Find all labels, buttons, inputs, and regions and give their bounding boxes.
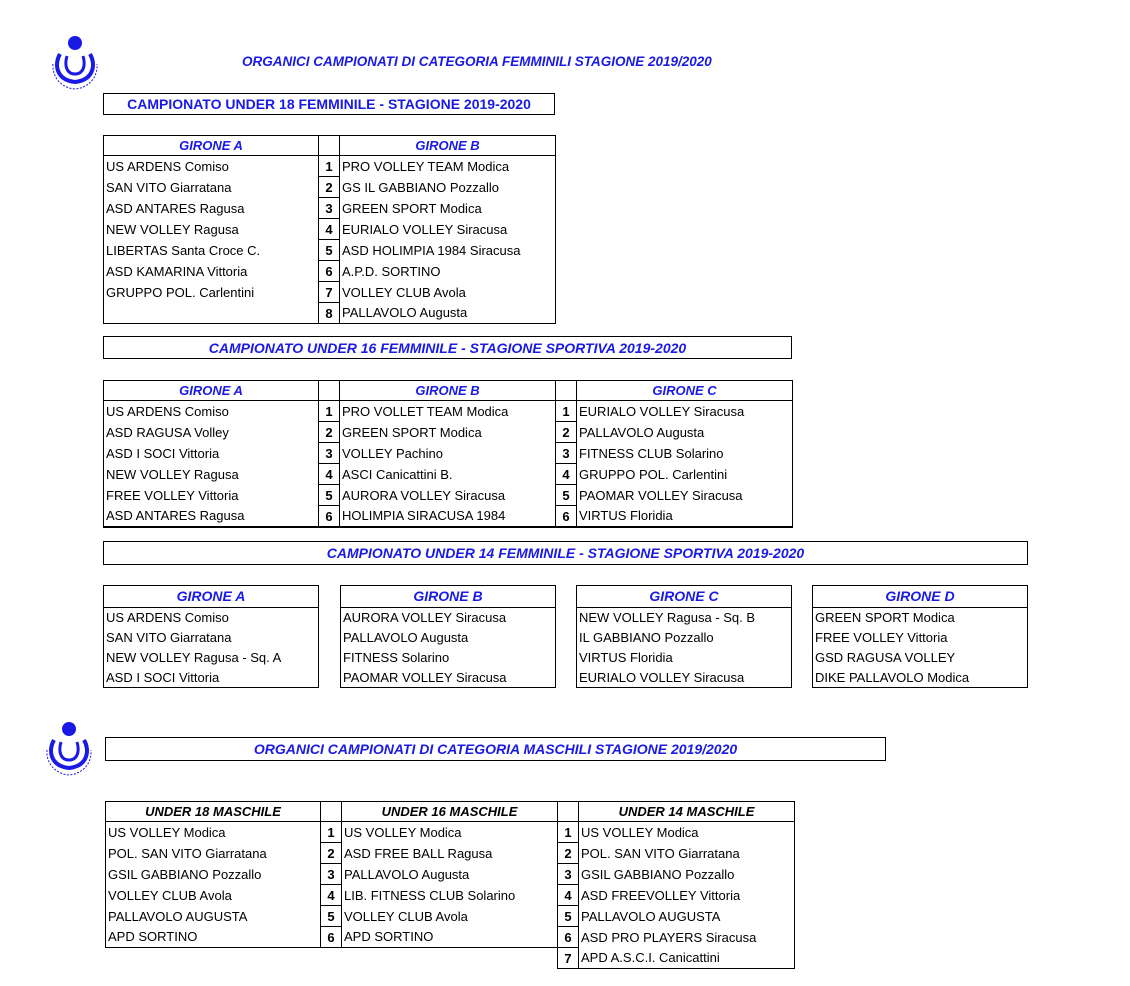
girone-box — [576, 585, 792, 688]
row-number: 2 — [321, 843, 342, 864]
team-cell: ASD I SOCI Vittoria — [104, 443, 319, 464]
row-number: 2 — [558, 843, 579, 864]
team-cell — [342, 948, 558, 969]
team-cell: PAOMAR VOLLEY Siracusa — [577, 485, 793, 506]
row-number: 6 — [319, 261, 340, 282]
row-number: 8 — [319, 303, 340, 324]
row-number: 6 — [556, 506, 577, 528]
girone-header: GIRONE B — [341, 586, 555, 608]
team-cell: PALLAVOLO AUGUSTA — [579, 906, 795, 927]
team-cell: GRUPPO POL. Carlentini — [577, 464, 793, 485]
team-cell: US ARDENS Comiso — [106, 610, 229, 625]
table-row — [104, 240, 556, 261]
team-cell: APD A.S.C.I. Canicattini — [579, 948, 795, 969]
team-cell: NEW VOLLEY Ragusa - Sq. B — [579, 610, 756, 625]
team-cell: GSIL GABBIANO Pozzallo — [106, 864, 321, 885]
category-header: UNDER 16 MASCHILE — [342, 802, 558, 822]
table-row — [106, 927, 795, 948]
girone-header: GIRONE A — [104, 586, 318, 608]
team-cell: EURIALO VOLLEY Siracusa — [579, 670, 745, 685]
table-row — [106, 864, 795, 885]
girone-header: GIRONE B — [340, 381, 556, 401]
team-cell: PAOMAR VOLLEY Siracusa — [343, 670, 507, 685]
team-cell: APD SORTINO — [106, 927, 321, 948]
table-row — [104, 261, 556, 282]
team-cell: US VOLLEY Modica — [579, 822, 795, 843]
table-row — [104, 156, 556, 177]
row-number: 6 — [321, 927, 342, 948]
team-cell: ASD PRO PLAYERS Siracusa — [579, 927, 795, 948]
table-row — [106, 885, 795, 906]
row-number: 4 — [556, 464, 577, 485]
team-cell: US VOLLEY Modica — [106, 822, 321, 843]
row-number: 5 — [321, 906, 342, 927]
girone-box — [340, 585, 556, 688]
team-cell: PRO VOLLET TEAM Modica — [340, 401, 556, 422]
team-cell: EURIALO VOLLEY Siracusa — [577, 401, 793, 422]
team-cell: AURORA VOLLEY Siracusa — [343, 610, 507, 625]
team-cell: VOLLEY Pachino — [340, 443, 556, 464]
team-cell: US ARDENS Comiso — [104, 156, 319, 177]
category-header: UNDER 18 MASCHILE — [106, 802, 321, 822]
team-cell: VIRTUS Floridia — [577, 506, 793, 528]
team-cell — [106, 948, 321, 969]
row-number: 1 — [319, 156, 340, 177]
table-row — [104, 177, 556, 198]
team-cell: FREE VOLLEY Vittoria — [104, 485, 319, 506]
table-row — [104, 282, 556, 303]
team-cell: US VOLLEY Modica — [342, 822, 558, 843]
team-cell: GRUPPO POL. Carlentini — [104, 282, 319, 303]
team-cell: VIRTUS Floridia — [579, 650, 673, 665]
row-number: 1 — [558, 822, 579, 843]
male-title: ORGANICI CAMPIONATI DI CATEGORIA MASCHILI STAGIONE 2019/2020 — [105, 737, 886, 761]
table-row — [104, 422, 793, 443]
girone-header: GIRONE A — [104, 381, 319, 401]
row-number: 3 — [321, 864, 342, 885]
row-number: 3 — [556, 443, 577, 464]
team-cell: GSIL GABBIANO Pozzallo — [579, 864, 795, 885]
team-cell: ASCI Canicattini B. — [340, 464, 556, 485]
team-cell: POL. SAN VITO Giarratana — [579, 843, 795, 864]
team-cell: ASD HOLIMPIA 1984 Siracusa — [340, 240, 556, 261]
row-number: 1 — [321, 822, 342, 843]
table-row — [104, 506, 793, 528]
team-cell: LIBERTAS Santa Croce C. — [104, 240, 319, 261]
team-cell: VOLLEY CLUB Avola — [106, 885, 321, 906]
team-cell: FREE VOLLEY Vittoria — [815, 630, 948, 645]
girone-header: GIRONE A — [104, 136, 319, 156]
female-main-title: ORGANICI CAMPIONATI DI CATEGORIA FEMMINILI STAGIONE 2019/2020 — [242, 54, 712, 69]
team-cell: PALLAVOLO Augusta — [343, 630, 469, 645]
team-cell: SAN VITO Giarratana — [104, 177, 319, 198]
row-number: 1 — [556, 401, 577, 422]
team-cell: NEW VOLLEY Ragusa — [104, 219, 319, 240]
team-cell: VOLLEY CLUB Avola — [340, 282, 556, 303]
team-cell: EURIALO VOLLEY Siracusa — [340, 219, 556, 240]
fipav-logo — [44, 720, 94, 778]
team-cell: SAN VITO Giarratana — [106, 630, 232, 645]
table-row — [104, 443, 793, 464]
girone-header: GIRONE C — [577, 586, 791, 608]
row-number: 2 — [556, 422, 577, 443]
table-row — [104, 401, 793, 422]
u16f-table — [103, 380, 793, 528]
u16f-title: CAMPIONATO UNDER 16 FEMMINILE - STAGIONE SPORTIVA 2019-2020 — [103, 336, 792, 359]
team-cell: GREEN SPORT Modica — [340, 422, 556, 443]
team-cell — [104, 303, 319, 324]
team-cell: PALLAVOLO Augusta — [342, 864, 558, 885]
team-cell: APD SORTINO — [342, 927, 558, 948]
row-number: 5 — [319, 485, 340, 506]
girone-header: GIRONE B — [340, 136, 556, 156]
girone-box — [812, 585, 1028, 688]
table-row — [104, 198, 556, 219]
row-number: 2 — [319, 177, 340, 198]
table-row — [106, 948, 795, 969]
team-cell: A.P.D. SORTINO — [340, 261, 556, 282]
row-number: 7 — [319, 282, 340, 303]
row-number: 7 — [558, 948, 579, 969]
table-row — [106, 906, 795, 927]
team-cell: AURORA VOLLEY Siracusa — [340, 485, 556, 506]
row-number — [321, 948, 342, 969]
team-cell: FITNESS Solarino — [343, 650, 450, 665]
row-number: 2 — [319, 422, 340, 443]
team-cell: PALLAVOLO Augusta — [577, 422, 793, 443]
table-row — [106, 843, 795, 864]
team-cell: ASD FREE BALL Ragusa — [342, 843, 558, 864]
row-number: 3 — [558, 864, 579, 885]
row-number: 4 — [558, 885, 579, 906]
row-number: 6 — [558, 927, 579, 948]
row-number: 1 — [319, 401, 340, 422]
team-cell: DIKE PALLAVOLO Modica — [815, 670, 970, 685]
row-number: 4 — [319, 219, 340, 240]
row-number: 5 — [558, 906, 579, 927]
team-cell: PRO VOLLEY TEAM Modica — [340, 156, 556, 177]
team-cell: GSD RAGUSA VOLLEY — [815, 650, 956, 665]
row-number: 5 — [319, 240, 340, 261]
row-number: 3 — [319, 443, 340, 464]
table-row — [104, 303, 556, 324]
row-number: 4 — [321, 885, 342, 906]
male-table — [105, 801, 795, 969]
row-number: 6 — [319, 506, 340, 528]
u18f-table — [103, 135, 556, 324]
team-cell: US ARDENS Comiso — [104, 401, 319, 422]
team-cell: FITNESS CLUB Solarino — [577, 443, 793, 464]
team-cell: NEW VOLLEY Ragusa - Sq. A — [106, 650, 282, 665]
team-cell: ASD KAMARINA Vittoria — [104, 261, 319, 282]
team-cell: ASD FREEVOLLEY Vittoria — [579, 885, 795, 906]
team-cell: HOLIMPIA SIRACUSA 1984 — [340, 506, 556, 528]
row-number: 5 — [556, 485, 577, 506]
team-cell: PALLAVOLO AUGUSTA — [106, 906, 321, 927]
team-cell: GS IL GABBIANO Pozzallo — [340, 177, 556, 198]
team-cell: VOLLEY CLUB Avola — [342, 906, 558, 927]
table-row — [104, 219, 556, 240]
team-cell: IL GABBIANO Pozzallo — [579, 630, 714, 645]
girone-box — [103, 585, 319, 688]
team-cell: ASD I SOCI Vittoria — [106, 670, 220, 685]
team-cell: POL. SAN VITO Giarratana — [106, 843, 321, 864]
team-cell: ASD ANTARES Ragusa — [104, 506, 319, 528]
table-row — [104, 485, 793, 506]
category-header: UNDER 14 MASCHILE — [579, 802, 795, 822]
girone-header: GIRONE C — [577, 381, 793, 401]
girone-header: GIRONE D — [813, 586, 1027, 608]
team-cell: ASD ANTARES Ragusa — [104, 198, 319, 219]
table-row — [106, 822, 795, 843]
team-cell: NEW VOLLEY Ragusa — [104, 464, 319, 485]
row-number: 4 — [319, 464, 340, 485]
team-cell: LIB. FITNESS CLUB Solarino — [342, 885, 558, 906]
team-cell: GREEN SPORT Modica — [815, 610, 955, 625]
team-cell: PALLAVOLO Augusta — [340, 303, 556, 324]
u18f-title: CAMPIONATO UNDER 18 FEMMINILE - STAGIONE 2019-2020 — [103, 93, 555, 115]
table-row — [104, 464, 793, 485]
fipav-logo — [50, 34, 100, 92]
row-number: 3 — [319, 198, 340, 219]
team-cell: ASD RAGUSA Volley — [104, 422, 319, 443]
u14f-title: CAMPIONATO UNDER 14 FEMMINILE - STAGIONE SPORTIVA 2019-2020 — [103, 541, 1028, 565]
team-cell: GREEN SPORT Modica — [340, 198, 556, 219]
